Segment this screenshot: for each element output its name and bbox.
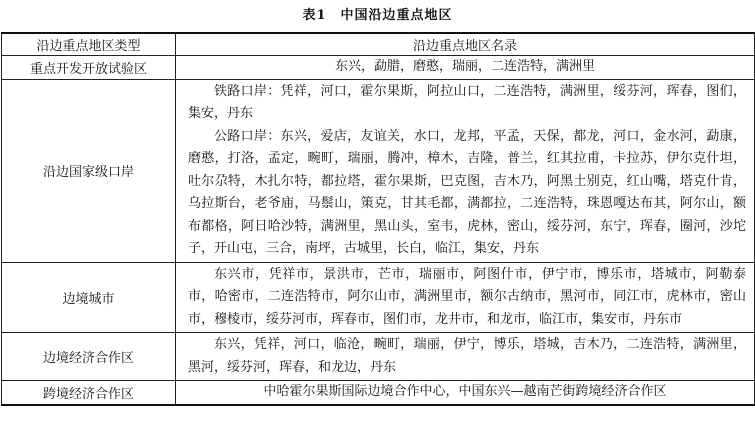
row-category: 边境城市 xyxy=(2,262,176,333)
row-list xyxy=(176,79,755,262)
row-category: 跨境经济合作区 xyxy=(2,381,176,405)
row-list: 东兴，勐腊，磨憨，瑞丽，二连浩特，满洲里 xyxy=(176,56,755,80)
table-row-cross-border-zones xyxy=(2,381,755,405)
header-list: 沿边重点地区名录 xyxy=(176,33,755,56)
row-category: 重点开发开放试验区 xyxy=(2,56,176,80)
table-row-border-cities xyxy=(2,262,755,333)
economic-zones-text: 东兴，凭祥，河口，临沧，畹町，瑞丽，伊宁，博乐，塔城，吉木乃，二连浩特，满洲里，黑河，绥芬河，珲春，和龙边，丹东 xyxy=(188,337,746,375)
table-row-ports xyxy=(2,79,755,262)
border-regions-table xyxy=(1,32,755,406)
row-list xyxy=(176,262,755,333)
table-header-row xyxy=(2,33,755,56)
table-row-pilot-zones xyxy=(2,56,755,80)
table-caption: 表1 中国沿边重点地区 xyxy=(302,8,453,23)
border-cities-text: 东兴市，凭祥市，景洪市，芒市，瑞丽市，阿图什市，伊宁市，博乐市，塔城市，阿勒泰市，哈密市，二连浩特市，阿尔山市，满洲里市，额尔古纳市，黑河市，同江市，虎林市，密山市，穆棱市，绥芬河市，珲春市，图们市，龙井市，和龙市，临江市，集安市，丹东市 xyxy=(188,266,746,327)
row-category: 沿边国家级口岸 xyxy=(2,79,176,262)
table-row-economic-zones xyxy=(2,333,755,381)
highway-ports-text: 公路口岸：东兴，爱店，友谊关，水口，龙邦，平孟，天保，都龙，河口，金水河，勐康，磨憨，打洛，孟定，畹町，瑞丽，腾冲，樟木，吉隆，普兰，红其拉甫，卡拉苏，伊尔克什坦，吐尔尕特，木扎尔特，都拉塔，霍尔果斯，巴克图，吉木乃，阿黑土别克，红山嘴，塔克什肯，乌拉斯台，老爷庙，马鬃山，策克，甘其毛都，满都拉，二连浩特，珠恩嘎达布其，阿尔山，额布都格，阿日哈沙特，满洲里，黑山头，室韦，虎林，密山，绥芬河，东宁，珲春，圈河，沙坨子，开山屯，三合，南坪，古城里，长白，临江，集安，丹东 xyxy=(188,128,746,256)
row-category: 边境经济合作区 xyxy=(2,333,176,381)
header-category: 沿边重点地区类型 xyxy=(2,33,176,56)
row-list: 中哈霍尔果斯国际边境合作中心，中国东兴—越南芒街跨境经济合作区 xyxy=(176,381,755,405)
row-list xyxy=(176,333,755,381)
railway-ports-text: 铁路口岸：凭祥，河口，霍尔果斯，阿拉山口，二连浩特，满洲里，绥芬河，珲春，图们，集安，丹东 xyxy=(188,83,746,121)
